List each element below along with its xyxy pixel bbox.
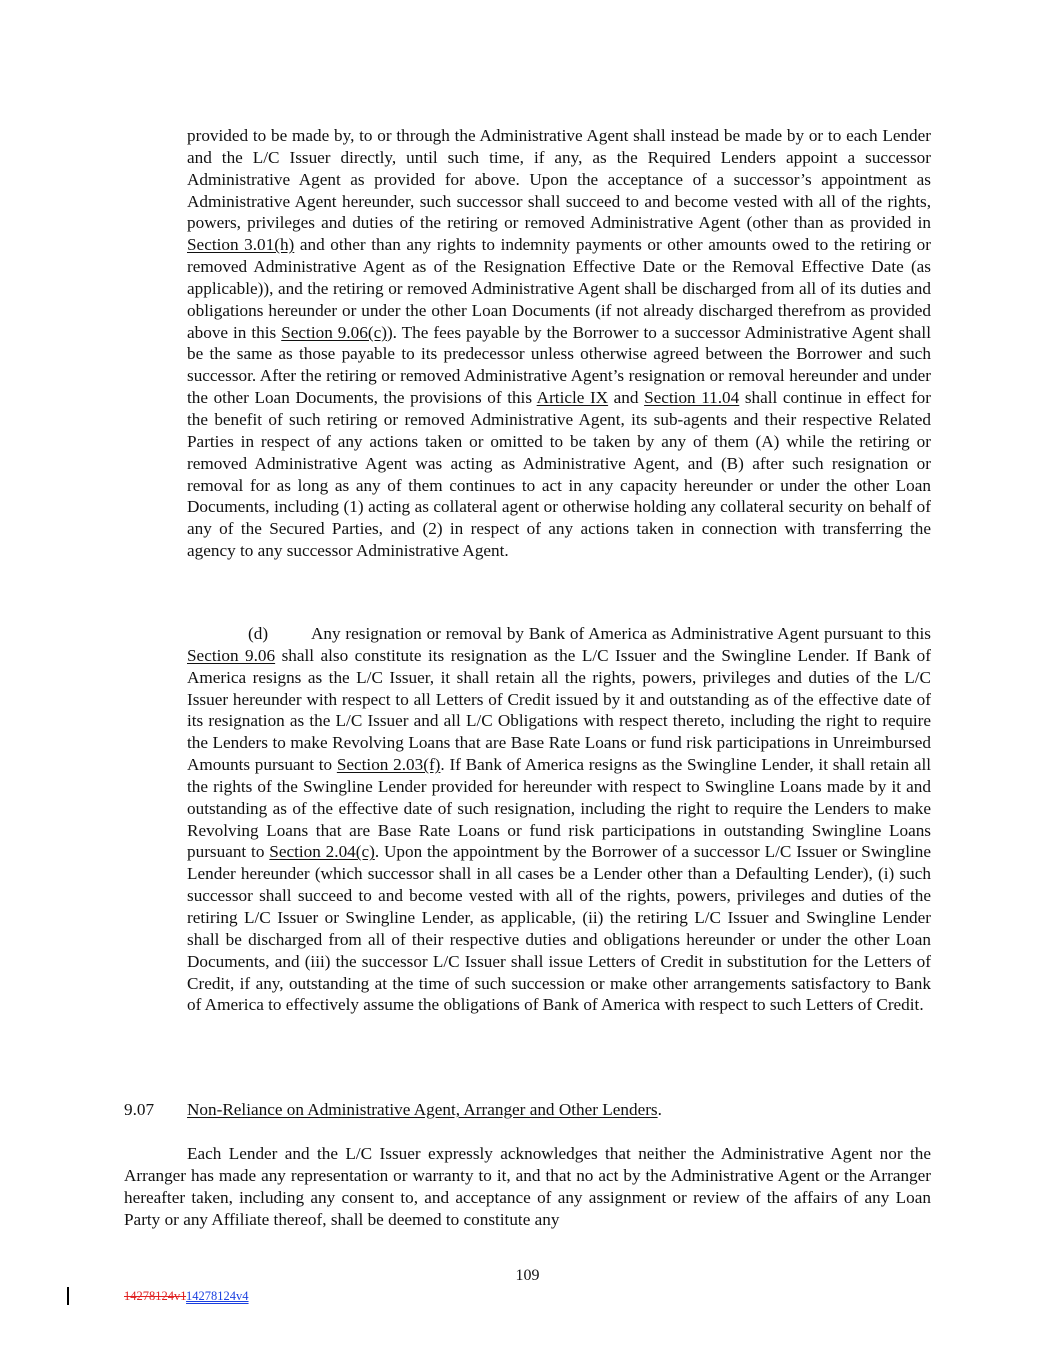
text-run: . If Bank of America resigns as the Swingline Lender, it shall retain all the rights of the Swingline Lender provided for hereunder with respect to Swingline Loans made by it and outstanding as of the effective date of such resignation, including the right to require the Lenders to make Revolving Loans that are Base Rate Loans or fund risk participations in outstanding Swingline Loans pursuant to (187, 755, 931, 862)
cross-reference-article-ix: Article IX (536, 388, 609, 408)
paragraph-successor-agent (187, 125, 931, 562)
text-run: Any resignation or removal by Bank of America as Administrative Agent pursuant to this (311, 624, 931, 643)
cross-reference-section-11-04: Section 11.04 (644, 388, 740, 408)
document-id-deleted: 14278124v1 (124, 1289, 187, 1303)
change-bar (67, 1287, 69, 1305)
page-number: 109 (515, 1267, 540, 1284)
clause-label: (d) (248, 624, 269, 643)
cross-reference-section-2-04c: Section 2.04(c) (269, 842, 375, 862)
document-id (124, 1289, 249, 1304)
section-heading-9-07 (124, 1099, 662, 1121)
paragraph-non-reliance: Each Lender and the L/C Issuer expressly acknowledges that neither the Administrative Agent nor the Arranger has made any representation or warranty to it, and that no act by the Administrative Agent or the Arranger hereafter taken, including any consent to, and acceptance of any assignment or review of the affairs of any Loan Party or any Affiliate thereof, shall be deemed to constitute any (124, 1144, 931, 1229)
section-title-period: . (657, 1100, 662, 1119)
cross-reference-section-3-01h: Section 3.01(h) (187, 235, 295, 255)
text-run: provided to be made by, to or through the Administrative Agent shall instead be made by or to each Lender and the L/C Issuer directly, until such time, if any, as the Required Lenders appoint a successor Administrative Agent as provided for above. Upon the acceptance of a successor’s appointment as Administrative Agent hereunder, such successor shall succeed to and become vested with all of the rights, powers, privileges and duties of the retiring or removed Administrative Agent (other than as provided in (187, 126, 931, 233)
text-run: and other than any rights to indemnity payments or other amounts owed to the retiring or removed Administrative Agent as of the Resignation Effective Date or the Removal Effective Date (as applicable)), and the retiring or removed Administrative Agent shall be discharged from all of its duties and obligations hereunder or under the other Loan Documents (if not already discharged therefrom as provided above in this (187, 235, 931, 342)
text-run: and (608, 388, 645, 408)
section-title: Non-Reliance on Administrative Agent, Arranger and Other Lenders (187, 1100, 658, 1119)
text-run: ). The fees payable by the Borrower to a successor Administrative Agent shall be the same as those payable to its predecessor unless otherwise agreed between the Borrower and such successor. After the retiring or removed Administrative Agent’s resignation or removal hereunder and under the other Loan Documents, the provisions of this (187, 322, 931, 408)
text-run: shall also constitute its resignation as the L/C Issuer and the Swingline Lender. If Bank of America resigns as the L/C Issuer, it shall retain all the rights, powers, privileges and duties of the L/C Issuer hereunder with respect to all Letters of Credit issued by it and outstanding as of the effective date of its resignation as the L/C Issuer and all L/C Obligations with respect thereto, including the right to require the Lenders to make Revolving Loans that are Base Rate Loans or fund risk participations in Unreimbursed Amounts pursuant to (187, 645, 931, 775)
paragraph-d-bank-of-america (187, 623, 931, 1016)
cross-reference-section-9-06c: Section 9.06(c) (281, 322, 387, 342)
section-number: 9.07 (124, 1100, 155, 1119)
text-run: shall continue in effect for the benefit of such retiring or removed Administrative Agent, its sub-agents and their respective Related Parties in respect of any actions taken or omitted to be taken by any of them (A) while the retiring or removed Administrative Agent was acting as Administrative Agent, and (B) after such resignation or removal for as long as any of them continues to act in any capacity hereunder or under the other Loan Documents, including (1) acting as collateral agent or otherwise holding any collateral security on behalf of any of the Secured Parties, and (2) in respect of any actions taken in connection with transferring the agency to any successor Administrative Agent. (187, 388, 931, 561)
cross-reference-section-9-06: Section 9.06 (187, 645, 276, 665)
text-run: . Upon the appointment by the Borrower of a successor L/C Issuer or Swingline Lender hereunder (which successor shall in all cases be a Lender other than a Defaulting Lender), (i) such successor shall succeed to and become vested with all of the rights, powers, privileges and duties of the retiring L/C Issuer or Swingline Lender, as applicable, (ii) the retiring L/C Issuer and Swingline Lender shall be discharged from all of their respective duties and obligations hereunder or under the other Loan Documents, and (iii) the successor L/C Issuer shall issue Letters of Credit in substitution for the Letters of Credit, if any, outstanding at the time of such succession or make other arrangements satisfactory to Bank of America to effectively assume the obligations of Bank of America with respect to such Letters of Credit. (187, 842, 931, 1015)
document-id-inserted: 14278124v4 (186, 1289, 249, 1303)
cross-reference-section-2-03f: Section 2.03(f) (336, 755, 441, 775)
